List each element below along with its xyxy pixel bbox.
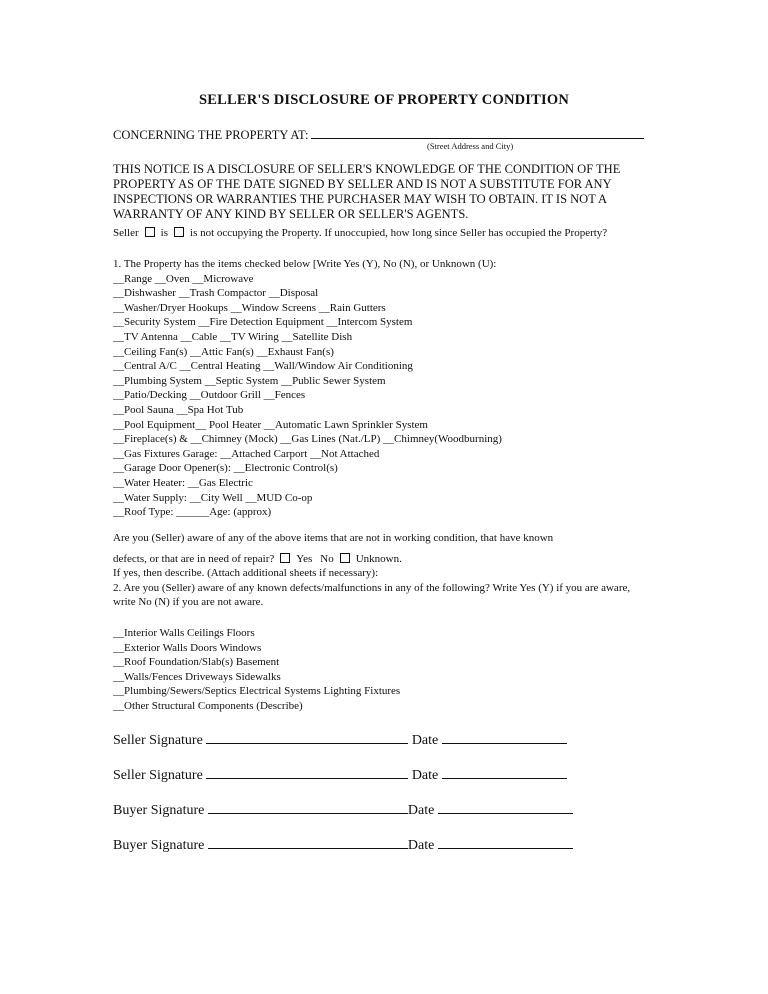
list-item: __Pool Equipment__ Pool Heater __Automatic Lawn Sprinkler System — [113, 418, 428, 431]
signature-row — [113, 800, 573, 835]
property-address-row — [113, 126, 644, 143]
list-item: __Dishwasher __Trash Compactor __Disposal — [113, 287, 319, 300]
list-item: __Roof Type: ______Age: (approx) — [113, 506, 272, 519]
aware-question-text: defects, or that are in need of repair? — [113, 552, 275, 565]
if-yes-describe: If yes, then describe. (Attach additional sheets if necessary): — [113, 567, 379, 579]
list-item: __Gas Fixtures Garage: __Attached Carport __Not Attached — [113, 447, 380, 460]
list-item: __Central A/C __Central Heating __Wall/Window Air Conditioning — [113, 360, 413, 373]
signature-block — [113, 730, 573, 870]
items-intro: 1. The Property has the items checked below [Write Yes (Y), No (N), or Unknown (U): — [113, 258, 497, 270]
list-item: __Water Supply: __City Well __MUD Co-op — [113, 491, 313, 504]
signature-label: Buyer Signature — [113, 838, 205, 853]
aware-unknown-label: Unknown. — [355, 552, 402, 565]
signature-field[interactable] — [206, 730, 408, 744]
list-item: __Exterior Walls Doors Windows — [113, 641, 262, 654]
list-item: __Fireplace(s) & __Chimney (Mock) __Gas Lines (Nat./LP) __Chimney(Woodburning) — [113, 433, 502, 446]
list-item: __Roof Foundation/Slab(s) Basement — [113, 656, 280, 669]
signature-field[interactable] — [206, 765, 408, 779]
date-label: Date — [407, 838, 435, 853]
street-address-caption: (Street Address and City) — [427, 141, 514, 151]
signature-row — [113, 835, 573, 870]
date-field[interactable] — [438, 835, 573, 849]
defects-list — [113, 626, 648, 714]
awareness-section — [113, 531, 653, 610]
list-item: __Plumbing System __Septic System __Public Sewer System — [113, 374, 386, 387]
date-label: Date — [411, 733, 439, 748]
document-title: SELLER'S DISCLOSURE OF PROPERTY CONDITION — [199, 92, 569, 108]
list-item: __Garage Door Opener(s): __Electronic Control(s) — [113, 462, 338, 475]
date-field[interactable] — [442, 730, 567, 744]
list-item: __Walls/Fences Driveways Sidewalks — [113, 670, 281, 683]
disclosure-notice: THIS NOTICE IS A DISCLOSURE OF SELLER'S KNOWLEDGE OF THE CONDITION OF THE PROPERTY AS OF THE DATE SIGNED BY SELLER AND IS NOT A SUBSTITUTE FOR ANY INSPECTIONS OR WARRANTIES THE PURCHASER MAY WISH TO OBTAIN. IT IS NOT A WARRANTY OF ANY KIND BY SELLER OR SELLER'S AGENTS. — [113, 162, 621, 221]
signature-row — [113, 730, 573, 765]
aware-no-checkbox[interactable] — [340, 553, 350, 563]
occupancy-seller-label: Seller — [113, 227, 139, 239]
occupancy-rest-text: is not occupying the Property. If unoccupied, how long since Seller has occupied the Property? — [190, 227, 608, 239]
aware-yes-checkbox[interactable] — [280, 553, 290, 563]
list-item: __Water Heater: __Gas Electric — [113, 476, 253, 489]
signature-label: Buyer Signature — [113, 803, 205, 818]
list-item: __Interior Walls Ceilings Floors — [113, 627, 255, 639]
signature-field[interactable] — [208, 800, 408, 814]
property-address-field[interactable] — [311, 126, 644, 139]
list-item: __TV Antenna __Cable __TV Wiring __Satellite Dish — [113, 330, 353, 343]
occupancy-checkbox-1[interactable] — [145, 227, 155, 237]
list-item: __Plumbing/Sewers/Septics Electrical Systems Lighting Fixtures — [113, 685, 401, 698]
occupancy-question — [113, 226, 648, 241]
aware-question-2: 2. Are you (Seller) aware of any known defects/malfunctions in any of the following? Write Yes (Y) if you are aware, write No (N) if you are not aware. — [113, 581, 631, 608]
aware-no-label: No — [320, 552, 334, 565]
occupancy-checkbox-2[interactable] — [174, 227, 184, 237]
signature-row — [113, 765, 573, 800]
date-label: Date — [411, 768, 439, 783]
signature-label: Seller Signature — [113, 733, 203, 748]
list-item: __Ceiling Fan(s) __Attic Fan(s) __Exhaust Fan(s) — [113, 345, 334, 358]
list-item: __Other Structural Components (Describe) — [113, 699, 303, 712]
list-item: __Patio/Decking __Outdoor Grill __Fences — [113, 389, 306, 402]
list-item: __Range __Oven __Microwave — [113, 272, 254, 285]
occupancy-is-label: is — [160, 227, 169, 239]
concerning-label: CONCERNING THE PROPERTY AT: — [113, 128, 309, 142]
list-item: __Pool Sauna __Spa Hot Tub — [113, 403, 244, 416]
list-item: __Washer/Dryer Hookups __Window Screens __Rain Gutters — [113, 301, 386, 314]
aware-question-line1: Are you (Seller) aware of any of the above items that are not in working condition, that have known — [113, 532, 554, 544]
aware-question-line2 — [113, 552, 653, 567]
list-item: __Security System __Fire Detection Equipment __Intercom System — [113, 316, 413, 329]
aware-yes-label: Yes — [296, 552, 313, 565]
date-field[interactable] — [442, 765, 567, 779]
date-label: Date — [407, 803, 435, 818]
date-field[interactable] — [438, 800, 573, 814]
property-items-list — [113, 257, 648, 520]
signature-field[interactable] — [208, 835, 408, 849]
signature-label: Seller Signature — [113, 768, 203, 783]
